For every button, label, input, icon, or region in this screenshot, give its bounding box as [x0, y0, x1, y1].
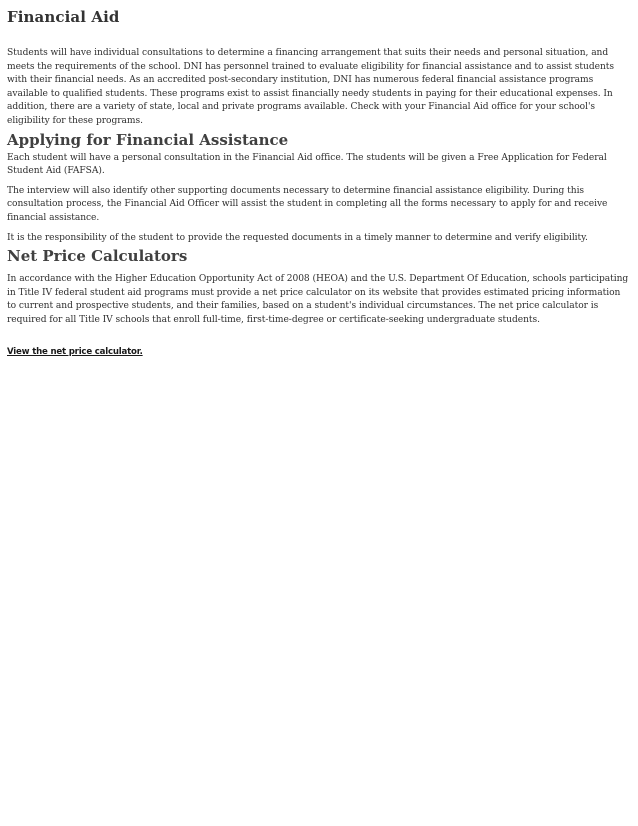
intro-paragraph: Students will have individual consultations to determine a financing arrangement that suits their needs and personal situation, and meets the requirements of the school. DNI has personnel trained to evaluate eligibility for financial assistance and to assist students with their financial needs. As an accredited post-secondary institution, DNI has numerous federal financial assistance programs available to qualified students. These programs exist to assist financially needy students in paying for their educational expenses. In addition, there are a variety of state, local and private programs available. Check with your Financial Aid office for your school's eligibility for these programs. [7, 48, 614, 126]
applying-heading: Applying for Financial Assistance [7, 130, 289, 149]
applying-paragraph-1: Each student will have a personal consultation in the Financial Aid office. The students will be given a Free Application for Federal Student Aid (FAFSA). [7, 152, 607, 177]
net-price-link-row [7, 346, 631, 360]
net-price-heading: Net Price Calculators [7, 247, 188, 266]
net-price-calculator-link[interactable]: View the net price calculator. [7, 346, 143, 357]
net-price-paragraph: In accordance with the Higher Education Opportunity Act of 2008 (HEOA) and the U.S. Department Of Education, schools participating in Title IV federal student aid programs must provide a net price calculator on its website that provides estimated pricing information to current and prospective students, and their families, based on a student's individual circumstances. The net price calculator is required for all Title IV schools that enroll full-time, first-time-degree or certificate-seeking undergraduate students. [7, 274, 629, 325]
document-page [7, 0, 631, 359]
page-title: Financial Aid [7, 8, 120, 26]
applying-paragraph-2: The interview will also identify other supporting documents necessary to determine financial assistance eligibility. During this consultation process, the Financial Aid Officer will assist the student in completing all the forms necessary to apply for and receive financial assistance. [7, 185, 608, 223]
applying-paragraph-3: It is the responsibility of the student to provide the requested documents in a timely manner to determine and verify eligibility. [7, 232, 588, 243]
